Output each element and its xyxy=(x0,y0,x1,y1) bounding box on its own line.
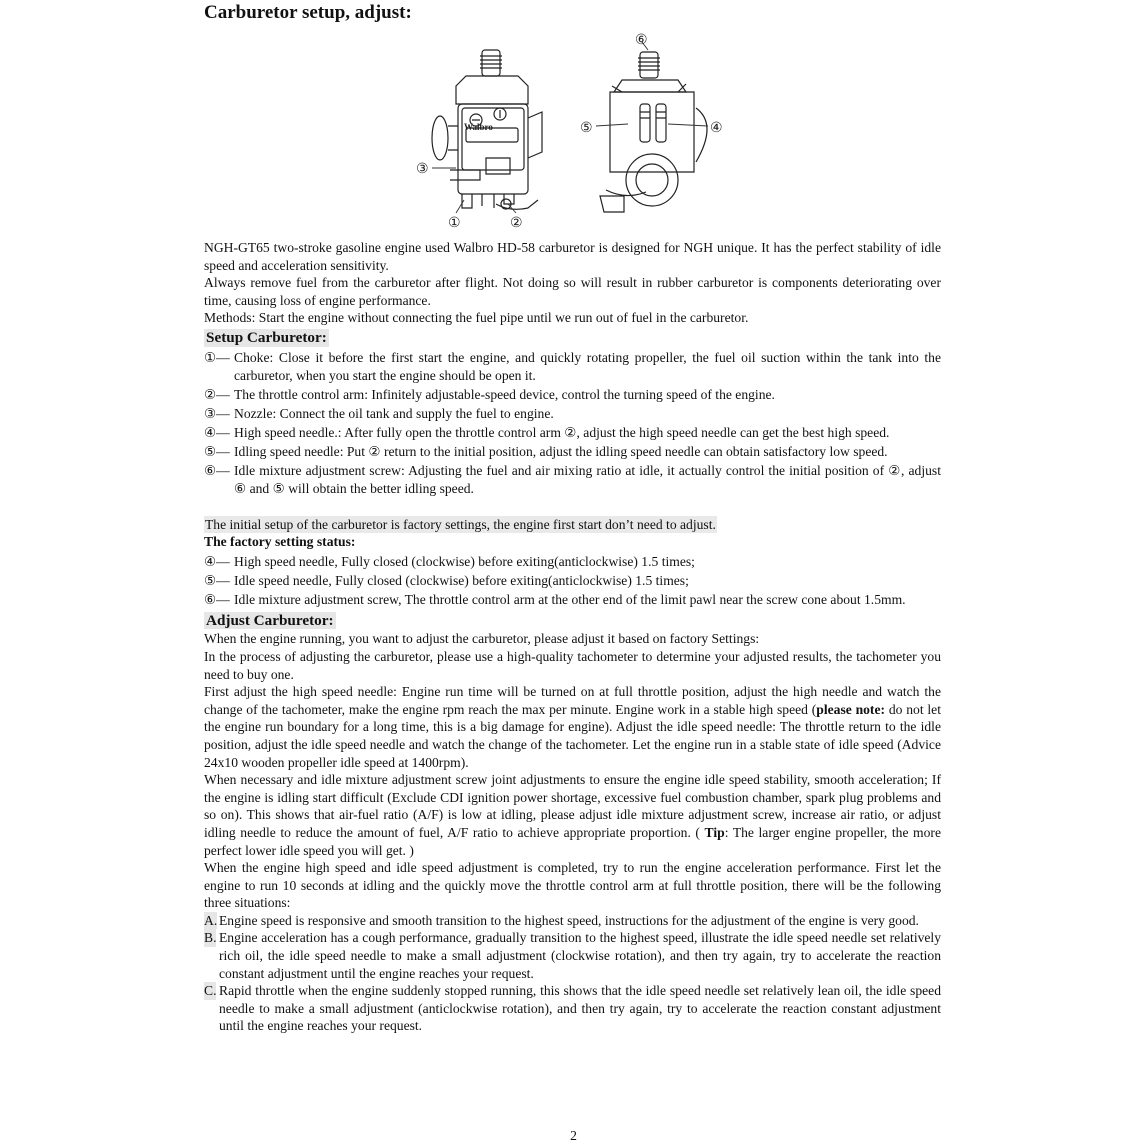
item-text: Nozzle: Connect the oil tank and supply the fuel to engine. xyxy=(234,405,554,421)
situation-text: Rapid throttle when the engine suddenly stopped running, this shows that the idle speed needle set relatively lean oil, the idle speed needle to make a small adjustment (anticlockwise rotation), and then try again, try to accelerate the reaction constant adjustment until the engine reaches your request. xyxy=(219,983,941,1034)
setup-heading: Setup Carburetor: xyxy=(206,328,327,346)
adjust-heading: Adjust Carburetor: xyxy=(206,611,334,629)
adjust-p4-end: : The larger engine propeller, the more perfect lower idle speed you will get. ) xyxy=(204,824,941,858)
item-number: ⑥— xyxy=(204,591,230,607)
adjust-paragraph-4 xyxy=(204,771,941,859)
callout-4: ④ xyxy=(710,121,723,136)
situation-text: Engine acceleration has a cough performance, gradually transition to the highest speed, illustrate the idle speed needle set relatively rich oil, the idle speed needle to make a small adjustment (clockwise rotation), and then try again, try to accelerate the reaction constant adjustment until the engine reaches your request. xyxy=(219,930,941,981)
item-number: ⑤— xyxy=(204,444,230,460)
adjust-p3-end: do not let the engine run boundary for a long time, this is a big damage for engine). Adjust the idle speed needle: The throttle return to the idle position, adjust the idle speed needle and watch the change of the tachometer. Let the engine run in a stable state of idle speed (Advice 24x10 wooden propeller idle speed at 1400rpm). xyxy=(204,701,941,770)
setup-item xyxy=(204,349,941,384)
item-text: Idle mixture adjustment screw: Adjusting the fuel and air mixing ratio at idle, it actually control the initial position of ②, adjust ⑥ and ⑤ will obtain the better idling speed. xyxy=(234,463,941,496)
intro-paragraph-3: Methods: Start the engine without connecting the fuel pipe until we run out of fuel in the carburetor. xyxy=(204,310,749,326)
item-text: Idle mixture adjustment screw, The throttle control arm at the other end of the limit pawl near the screw cone about 1.5mm. xyxy=(234,591,906,607)
factory-note: The initial setup of the carburetor is factory settings, the engine first start don’t need to adjust. xyxy=(205,516,716,532)
adjust-paragraph-1: When the engine running, you want to adjust the carburetor, please adjust it based on factory Settings: xyxy=(204,631,760,647)
callout-5: ⑤ xyxy=(580,121,593,136)
adjust-p3-start: First adjust the high speed needle: Engine run time will be turned on at full throttle position, adjust the high needle and watch the change of the tachometer, make the engine rpm reach the max per minute. Engine work in a stable high speed ( xyxy=(204,684,941,717)
item-number: ⑥— xyxy=(204,463,230,479)
setup-item xyxy=(204,424,941,442)
text-column xyxy=(204,239,941,1035)
item-number: ②— xyxy=(204,386,230,402)
item-number: ④— xyxy=(204,553,230,569)
item-text: The throttle control arm: Infinitely adjustable-speed device, control the turning speed of the engine. xyxy=(234,386,775,402)
item-text: Choke: Close it before the first start the engine, and quickly rotating propeller, the fuel oil suction within the tank into the carburetor, when you start the engine should be open it. xyxy=(234,350,941,383)
factory-heading: The factory setting status: xyxy=(204,534,356,550)
setup-item xyxy=(204,462,941,497)
situation-item xyxy=(204,929,941,982)
adjust-paragraph-5: When the engine high speed and idle speed adjustment is completed, try to run the engine acceleration performance. First let the engine to run 10 seconds at idling and the quickly move the throttle control arm at full throttle position, there will be the following three situations: xyxy=(204,860,941,911)
callout-6: ⑥ xyxy=(635,33,648,48)
situation-item xyxy=(204,982,941,1035)
page-title: Carburetor setup, adjust: xyxy=(204,2,412,23)
adjust-paragraph-2: In the process of adjusting the carburetor, please use a high-quality tachometer to determine your adjusted results, the tachometer you need to buy one. xyxy=(204,648,941,682)
situation-label: B. xyxy=(204,930,217,946)
factory-item xyxy=(204,553,941,571)
situation-label: C. xyxy=(204,983,217,999)
callout-2: ② xyxy=(510,216,523,231)
callout-3: ③ xyxy=(416,162,429,177)
item-text: Idle speed needle, Fully closed (clockwise) before exiting(anticlockwise) 1.5 times; xyxy=(234,572,689,588)
setup-item xyxy=(204,405,941,423)
setup-item xyxy=(204,386,941,404)
situation-item xyxy=(204,912,941,930)
callout-1: ① xyxy=(448,216,461,231)
item-number: ④— xyxy=(204,424,230,440)
item-number: ⑤— xyxy=(204,572,230,588)
factory-item xyxy=(204,591,941,609)
carburetor-diagram xyxy=(410,28,740,238)
page-number: 2 xyxy=(570,1128,577,1143)
item-text: High speed needle.: After fully open the throttle control arm ②, adjust the high speed needle can get the best high speed. xyxy=(234,424,890,440)
setup-list xyxy=(204,349,941,497)
item-text: Idling speed needle: Put ② return to the initial position, adjust the idling speed needle can obtain satisfactory low speed. xyxy=(234,444,888,460)
item-text: High speed needle, Fully closed (clockwise) before exiting(anticlockwise) 1.5 times; xyxy=(234,553,695,569)
factory-list xyxy=(204,553,941,609)
item-number: ③— xyxy=(204,405,230,421)
adjust-p4-start: When necessary and idle mixture adjustment screw joint adjustments to ensure the engine idle speed stability, smooth acceleration; If the engine is idling start difficult (Exclude CDI ignition power shortage, excessive fuel combustion chamber, spark plug problems and so on). This shows that air-fuel ratio (A/F) is low at idling, please adjust idle mixture adjustment screw, increase air ratio, or adjust idling needle to reduce the amount of fuel, A/F ratio to achieve appropriate proportion. ( xyxy=(204,772,941,840)
setup-item xyxy=(204,443,941,461)
situation-label: A. xyxy=(204,912,218,928)
intro-paragraph-2: Always remove fuel from the carburetor after flight. Not doing so will result in rubber carburetor is components deteriorating over time, causing loss of engine performance. xyxy=(204,275,941,308)
tip-label: Tip xyxy=(704,824,725,840)
please-note-label: please note: xyxy=(816,701,886,717)
walbro-label: Walbro xyxy=(464,122,493,132)
factory-item xyxy=(204,572,941,590)
intro-paragraph-1: NGH-GT65 two-stroke gasoline engine used Walbro HD-58 carburetor is designed for NGH unique. It has the perfect stability of idle speed and acceleration sensitivity. xyxy=(204,240,941,273)
situation-text: Engine speed is responsive and smooth transition to the highest speed, instructions for the adjustment of the engine is very good. xyxy=(219,912,919,928)
adjust-paragraph-3 xyxy=(204,683,941,771)
item-number: ①— xyxy=(204,350,230,366)
